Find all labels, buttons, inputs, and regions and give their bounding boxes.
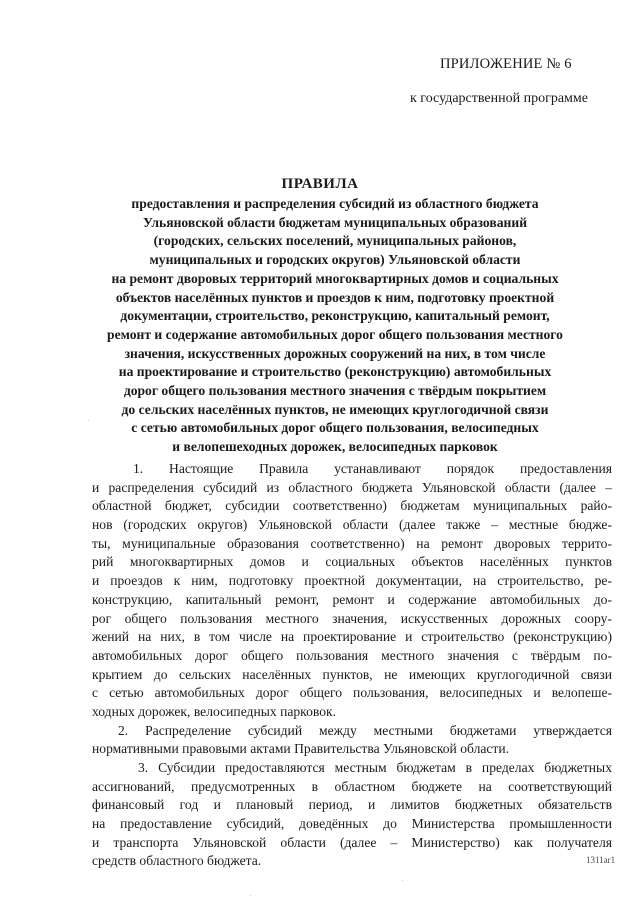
paragraph-line: ходных дорожек, велосипедных парковок. <box>92 703 337 719</box>
paragraph-line: автомобильных дорог общего пользования местного значения с твёрдым по- <box>92 647 612 663</box>
paragraph-line: конструкцию, капитальный ремонт, ремонт и содержание автомобильных до- <box>92 591 612 607</box>
paragraph-line: и транспорта Ульяновской области (далее – Министерство) как получателя <box>92 834 612 850</box>
paragraph-3 <box>92 759 612 871</box>
paragraph-line: ассигнований, предусмотренных в областном бюджете на соответствующий <box>92 778 612 794</box>
subtitle-line: объектов населённых пунктов и проездов к ним, подготовку проектной <box>115 289 555 305</box>
document-title: ПРАВИЛА <box>281 176 359 192</box>
subtitle-line: на проектирование и строительство (реконструкцию) автомобильных <box>118 364 552 380</box>
paragraph-line: рий многоквартирных домов и социальных объектов населённых пунктов <box>92 554 612 570</box>
paragraph-line: ты, муниципальные образования соответственно) на ремонт дворовых террито- <box>92 535 612 551</box>
paragraph-line: и проездов к ним, подготовку проектной документации, на строительство, ре- <box>92 573 612 589</box>
paragraph-line: 3. Субсидии предоставляются местным бюджетам в пределах бюджетных <box>138 760 612 775</box>
paragraph-line: финансовый год и плановый период, и лимитов бюджетных обязательств <box>92 797 612 813</box>
paragraph-line: нов (городских округов) Ульяновской области (далее также – местные бюдже- <box>92 517 612 533</box>
paragraph-line: средств областного бюджета. <box>92 853 262 869</box>
subtitle-line: муниципальных и городских округов) Ульяновской области <box>149 252 521 268</box>
paragraph-line: с сетью автомобильных дорог общего пользования, велосипедных и велопеше- <box>92 685 612 701</box>
subtitle-line: до сельских населённых пунктов, не имеющих круглогодичной связи <box>121 401 549 417</box>
appendix-reference: к государственной программе <box>410 91 588 106</box>
subtitle-line: ремонт и содержание автомобильных дорог общего пользования местного <box>107 326 563 342</box>
paragraph-line: нормативными правовыми актами Правительства Ульяновской области. <box>92 741 510 757</box>
scan-speck <box>250 895 251 896</box>
paragraph-line: жений на них, в том числе на проектирование и строительство (реконструкцию) <box>92 629 612 645</box>
scan-speck <box>402 880 403 881</box>
paragraph-2 <box>92 722 612 759</box>
paragraph-line: на предоставление субсидий, доведённых до Министерства промышленности <box>92 816 612 832</box>
subtitle-line: документации, строительство, реконструкцию, капитальный ремонт, <box>120 308 550 324</box>
paragraph-line: областной бюджет, субсидии соответственно) бюджетам муниципальных райо- <box>92 498 612 514</box>
document-body <box>92 460 612 871</box>
scan-speck <box>88 420 89 421</box>
paragraph-line: рог общего пользования местного значения, искусственных дорожных соору- <box>92 610 612 626</box>
subtitle-line: и велопешеходных дорожек, велосипедных парковок <box>172 439 498 455</box>
paragraph-1 <box>92 460 612 722</box>
subtitle-line: (городских, сельских поселений, муниципальных районов, <box>153 233 517 249</box>
paragraph-line: крытием до сельских населённых пунктов, не имеющих круглогодичной связи <box>92 666 612 682</box>
subtitle-line: Ульяновской области бюджетам муниципальных образований <box>142 214 528 230</box>
paragraph-line: и распределения субсидий из областного бюджета Ульяновской области (далее – <box>92 479 612 495</box>
document-subtitle <box>96 195 574 457</box>
subtitle-line: дорог общего пользования местного значения с твёрдым покрытием <box>123 383 547 399</box>
scan-speck <box>160 610 161 611</box>
paragraph-line: 1. Настоящие Правила устанавливают порядок предоставления <box>133 461 612 476</box>
footer-code: 1311ar1 <box>586 855 616 865</box>
appendix-number: ПРИЛОЖЕНИЕ № 6 <box>440 56 572 72</box>
paragraph-line: 2. Распределение субсидий между местными бюджетами утверждается <box>118 722 612 738</box>
subtitle-line: на ремонт дворовых территорий многоквартирных домов и социальных <box>111 270 559 286</box>
subtitle-line: с сетью автомобильных дорог общего пользования, велосипедных <box>131 420 539 436</box>
subtitle-line: предоставления и распределения субсидий из областного бюджета <box>131 196 539 211</box>
subtitle-line: значения, искусственных дорожных сооружений на них, в том числе <box>124 345 546 361</box>
